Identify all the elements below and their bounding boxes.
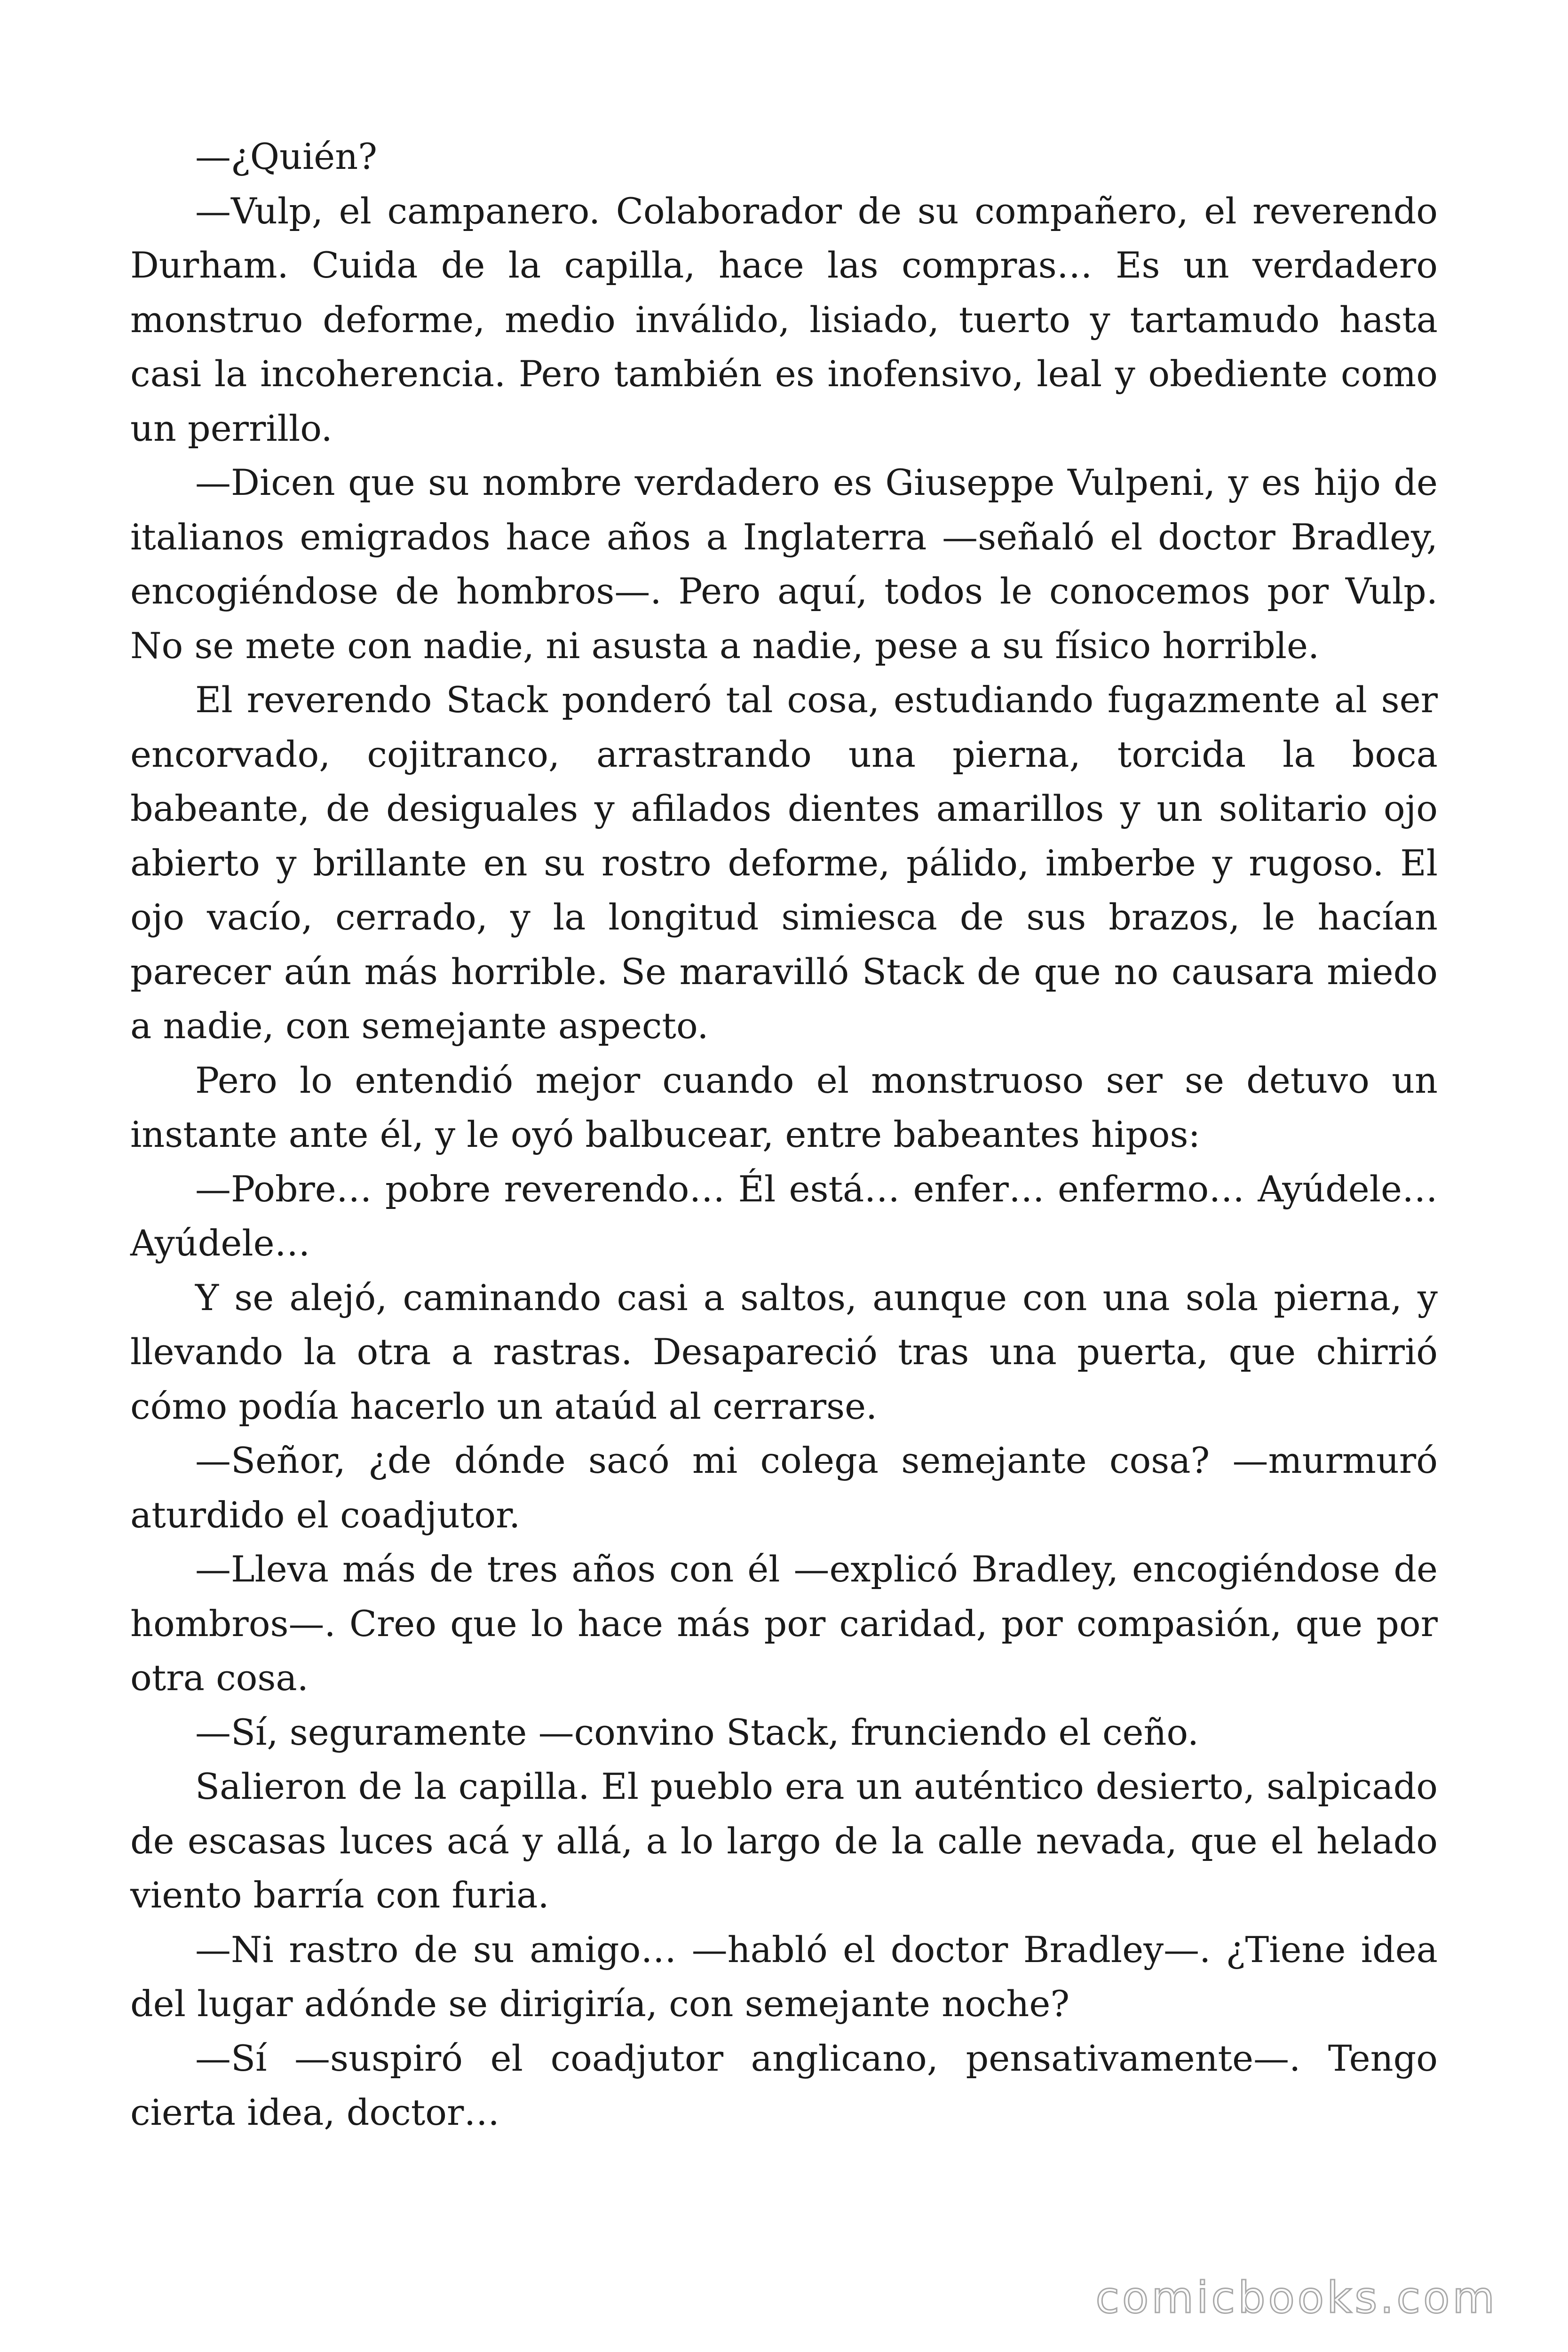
paragraph: —Pobre… pobre reverendo… Él está… enfer… enfermo… Ayúdele… Ayúdele… xyxy=(130,1168,1438,1264)
watermark: comicbooks.com xyxy=(1095,2273,1497,2323)
paragraph: —Lleva más de tres años con él —explicó Bradley, encogiéndose de hombros—. Creo que lo hace más por caridad, por compasión, que por otra cosa. xyxy=(130,1548,1438,1699)
paragraph: —Ni rastro de su amigo… —habló el doctor Bradley—. ¿Tiene idea del lugar adónde se dirigiría, con semejante noche? xyxy=(130,1928,1438,2025)
paragraph: Pero lo entendió mejor cuando el monstruoso ser se detuvo un instante ante él, y le oyó balbucear, entre babeantes hipos: xyxy=(130,1059,1438,1155)
paragraph: —Sí —suspiró el coadjutor anglicano, pensativamente—. Tengo cierta idea, doctor… xyxy=(130,2037,1438,2133)
paragraph: El reverendo Stack ponderó tal cosa, estudiando fugazmente al ser encorvado, cojitranco, arrastrando una pierna, torcida la boca babeante, de desiguales y afilados dientes amarillos y un solitario ojo abierto y brillante en su rostro deforme, pálido, imberbe y rugoso. El ojo vacío, cerrado, y la longitud simiesca de sus brazos, le hacían parecer aún más horrible. Se maravilló Stack de que no causara miedo a nadie, con semejante aspecto. xyxy=(130,679,1438,1047)
paragraph: —Sí, seguramente —convino Stack, frunciendo el ceño. xyxy=(195,1711,1199,1753)
paragraph: —Señor, ¿de dónde sacó mi colega semejante cosa? —murmuró aturdido el coadjutor. xyxy=(130,1439,1438,1536)
paragraph: Salieron de la capilla. El pueblo era un auténtico desierto, salpicado de escasas luces acá y allá, a lo largo de la calle nevada, que el helado viento barría con furia. xyxy=(130,1765,1438,1916)
page-body xyxy=(130,129,1438,2140)
paragraph: —Vulp, el campanero. Colaborador de su compañero, el reverendo Durham. Cuida de la capilla, hace las compras… Es un verdadero monstruo deforme, medio inválido, lisiado, tuerto y tartamudo hasta casi la incoherencia. Pero también es inofensivo, leal y obediente como un perrillo. xyxy=(130,190,1438,449)
paragraph: Y se alejó, caminando casi a saltos, aunque con una sola pierna, y llevando la otra a rastras. Desapareció tras una puerta, que chirrió cómo podía hacerlo un ataúd al cerrarse. xyxy=(130,1276,1438,1427)
paragraph: —¿Quién? xyxy=(195,135,377,177)
paragraph: —Dicen que su nombre verdadero es Giuseppe Vulpeni, y es hijo de italianos emigrados hace años a Inglaterra —señaló el doctor Bradley, encogiéndose de hombros—. Pero aquí, todos le conocemos por Vulp. No se mete con nadie, ni asusta a nadie, pese a su físico horrible. xyxy=(130,461,1438,667)
